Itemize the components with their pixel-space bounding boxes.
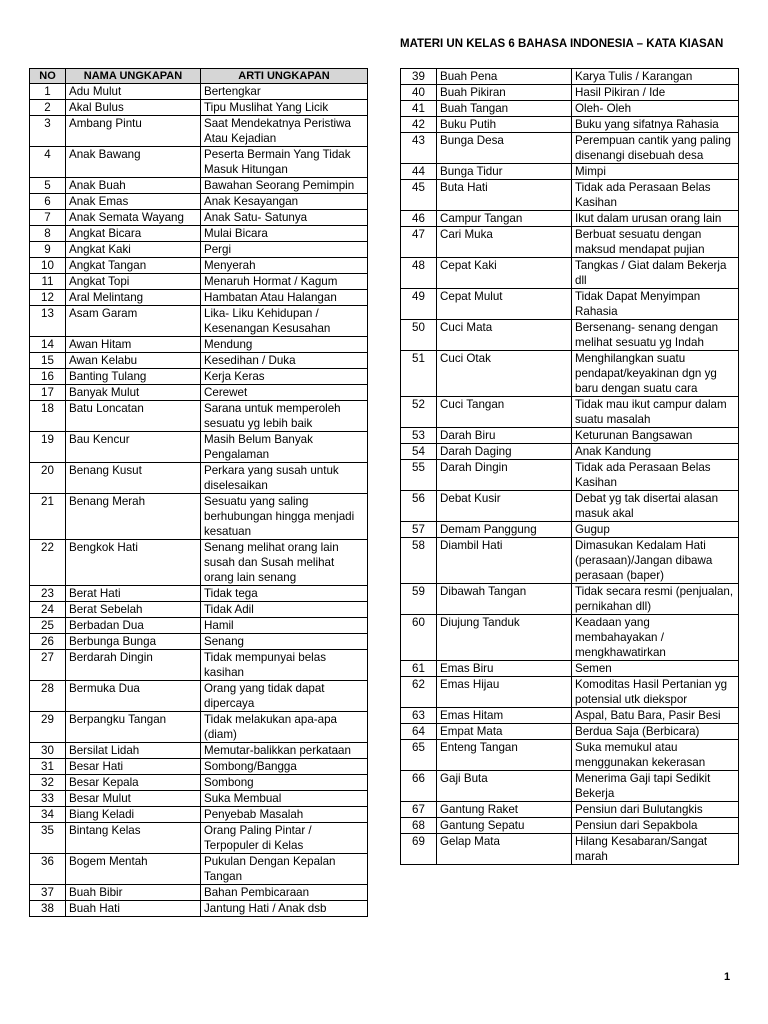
cell-no: 52 <box>401 397 437 428</box>
cell-no: 5 <box>30 178 66 194</box>
cell-arti-ungkapan: Lika- Liku Kehidupan / Kesenangan Kesusahan <box>201 306 368 337</box>
cell-arti-ungkapan: Hilang Kesabaran/Sangat marah <box>572 834 739 865</box>
cell-arti-ungkapan: Penyebab Masalah <box>201 807 368 823</box>
table-row <box>401 85 739 101</box>
cell-nama-ungkapan: Dibawah Tangan <box>437 584 572 615</box>
cell-no: 18 <box>30 401 66 432</box>
cell-nama-ungkapan: Berbunga Bunga <box>66 634 201 650</box>
cell-no: 47 <box>401 227 437 258</box>
table-row <box>401 724 739 740</box>
cell-arti-ungkapan: Pukulan Dengan Kepalan Tangan <box>201 854 368 885</box>
cell-arti-ungkapan: Tidak ada Perasaan Belas Kasihan <box>572 180 739 211</box>
cell-no: 55 <box>401 460 437 491</box>
cell-nama-ungkapan: Bau Kencur <box>66 432 201 463</box>
table-row <box>30 147 368 178</box>
cell-nama-ungkapan: Angkat Topi <box>66 274 201 290</box>
cell-arti-ungkapan: Peserta Bermain Yang Tidak Masuk Hitungan <box>201 147 368 178</box>
cell-arti-ungkapan: Orang Paling Pintar / Terpopuler di Kelas <box>201 823 368 854</box>
cell-no: 23 <box>30 586 66 602</box>
cell-arti-ungkapan: Oleh- Oleh <box>572 101 739 117</box>
table-row <box>30 337 368 353</box>
page-title: MATERI UN KELAS 6 BAHASA INDONESIA – KATA KIASAN <box>400 38 724 50</box>
cell-nama-ungkapan: Anak Buah <box>66 178 201 194</box>
cell-no: 20 <box>30 463 66 494</box>
cell-nama-ungkapan: Angkat Kaki <box>66 242 201 258</box>
cell-no: 48 <box>401 258 437 289</box>
cell-arti-ungkapan: Tidak secara resmi (penjualan, pernikahan dll) <box>572 584 739 615</box>
cell-nama-ungkapan: Bogem Mentah <box>66 854 201 885</box>
cell-nama-ungkapan: Anak Semata Wayang <box>66 210 201 226</box>
cell-no: 13 <box>30 306 66 337</box>
cell-no: 41 <box>401 101 437 117</box>
cell-no: 27 <box>30 650 66 681</box>
cell-no: 40 <box>401 85 437 101</box>
cell-no: 44 <box>401 164 437 180</box>
cell-nama-ungkapan: Gaji Buta <box>437 771 572 802</box>
idiom-table-left <box>29 68 368 917</box>
table-row <box>401 428 739 444</box>
cell-nama-ungkapan: Asam Garam <box>66 306 201 337</box>
cell-arti-ungkapan: Pensiun dari Bulutangkis <box>572 802 739 818</box>
cell-no: 1 <box>30 84 66 100</box>
cell-no: 63 <box>401 708 437 724</box>
table-row <box>401 320 739 351</box>
cell-nama-ungkapan: Besar Kepala <box>66 775 201 791</box>
cell-no: 59 <box>401 584 437 615</box>
cell-arti-ungkapan: Saat Mendekatnya Peristiwa Atau Kejadian <box>201 116 368 147</box>
cell-no: 53 <box>401 428 437 444</box>
table-row <box>401 584 739 615</box>
cell-arti-ungkapan: Tangkas / Giat dalam Bekerja dll <box>572 258 739 289</box>
cell-no: 69 <box>401 834 437 865</box>
table-row <box>401 740 739 771</box>
table-row <box>30 634 368 650</box>
cell-nama-ungkapan: Buah Hati <box>66 901 201 917</box>
cell-arti-ungkapan: Kesedihan / Duka <box>201 353 368 369</box>
table-row <box>30 618 368 634</box>
cell-no: 2 <box>30 100 66 116</box>
table-row <box>401 802 739 818</box>
table-row <box>30 258 368 274</box>
cell-arti-ungkapan: Jantung Hati / Anak dsb <box>201 901 368 917</box>
cell-nama-ungkapan: Cuci Otak <box>437 351 572 397</box>
header-arti-ungkapan: ARTI UNGKAPAN <box>201 69 368 84</box>
cell-arti-ungkapan: Senang <box>201 634 368 650</box>
cell-nama-ungkapan: Debat Kusir <box>437 491 572 522</box>
table-row <box>30 823 368 854</box>
cell-no: 15 <box>30 353 66 369</box>
table-row <box>30 586 368 602</box>
table-row <box>401 258 739 289</box>
cell-nama-ungkapan: Buah Bibir <box>66 885 201 901</box>
table-row <box>30 84 368 100</box>
cell-arti-ungkapan: Bersenang- senang dengan melihat sesuatu yg Indah <box>572 320 739 351</box>
table-row <box>401 615 739 661</box>
cell-arti-ungkapan: Mimpi <box>572 164 739 180</box>
cell-nama-ungkapan: Enteng Tangan <box>437 740 572 771</box>
cell-no: 50 <box>401 320 437 351</box>
cell-nama-ungkapan: Banyak Mulut <box>66 385 201 401</box>
cell-no: 57 <box>401 522 437 538</box>
cell-arti-ungkapan: Bawahan Seorang Pemimpin <box>201 178 368 194</box>
cell-no: 43 <box>401 133 437 164</box>
cell-no: 28 <box>30 681 66 712</box>
cell-arti-ungkapan: Bertengkar <box>201 84 368 100</box>
cell-no: 56 <box>401 491 437 522</box>
cell-no: 36 <box>30 854 66 885</box>
cell-no: 4 <box>30 147 66 178</box>
cell-arti-ungkapan: Karya Tulis / Karangan <box>572 69 739 85</box>
cell-no: 51 <box>401 351 437 397</box>
cell-no: 67 <box>401 802 437 818</box>
table-row <box>30 100 368 116</box>
table-body-right <box>401 69 739 865</box>
table-row <box>401 101 739 117</box>
table-row <box>401 677 739 708</box>
table-row <box>30 385 368 401</box>
cell-arti-ungkapan: Tidak Adil <box>201 602 368 618</box>
cell-arti-ungkapan: Anak Kesayangan <box>201 194 368 210</box>
cell-nama-ungkapan: Bunga Tidur <box>437 164 572 180</box>
cell-no: 6 <box>30 194 66 210</box>
table-row <box>30 242 368 258</box>
table-row <box>30 306 368 337</box>
table-row <box>401 351 739 397</box>
table-row <box>401 397 739 428</box>
table-row <box>30 210 368 226</box>
cell-arti-ungkapan: Sarana untuk memperoleh sesuatu yg lebih baik <box>201 401 368 432</box>
table-row <box>30 775 368 791</box>
cell-arti-ungkapan: Tidak ada Perasaan Belas Kasihan <box>572 460 739 491</box>
cell-arti-ungkapan: Keturunan Bangsawan <box>572 428 739 444</box>
cell-no: 12 <box>30 290 66 306</box>
cell-arti-ungkapan: Tidak mempunyai belas kasihan <box>201 650 368 681</box>
cell-nama-ungkapan: Besar Hati <box>66 759 201 775</box>
table-row <box>401 538 739 584</box>
table-row <box>30 791 368 807</box>
cell-nama-ungkapan: Buah Pikiran <box>437 85 572 101</box>
cell-arti-ungkapan: Bahan Pembicaraan <box>201 885 368 901</box>
cell-arti-ungkapan: Sombong/Bangga <box>201 759 368 775</box>
table-row <box>401 227 739 258</box>
cell-arti-ungkapan: Orang yang tidak dapat dipercaya <box>201 681 368 712</box>
cell-nama-ungkapan: Buku Putih <box>437 117 572 133</box>
table-row <box>30 650 368 681</box>
cell-nama-ungkapan: Angkat Bicara <box>66 226 201 242</box>
cell-no: 61 <box>401 661 437 677</box>
cell-nama-ungkapan: Gantung Sepatu <box>437 818 572 834</box>
table-row <box>30 353 368 369</box>
cell-no: 45 <box>401 180 437 211</box>
cell-arti-ungkapan: Perempuan cantik yang paling disenangi disebuah desa <box>572 133 739 164</box>
cell-arti-ungkapan: Suka memukul atau menggunakan kekerasan <box>572 740 739 771</box>
cell-nama-ungkapan: Berat Hati <box>66 586 201 602</box>
cell-no: 35 <box>30 823 66 854</box>
cell-nama-ungkapan: Cari Muka <box>437 227 572 258</box>
cell-nama-ungkapan: Benang Merah <box>66 494 201 540</box>
cell-no: 31 <box>30 759 66 775</box>
cell-arti-ungkapan: Anak Kandung <box>572 444 739 460</box>
cell-no: 19 <box>30 432 66 463</box>
table-row <box>401 522 739 538</box>
cell-no: 64 <box>401 724 437 740</box>
cell-nama-ungkapan: Biang Keladi <box>66 807 201 823</box>
table-row <box>401 818 739 834</box>
cell-nama-ungkapan: Buta Hati <box>437 180 572 211</box>
cell-arti-ungkapan: Suka Membual <box>201 791 368 807</box>
cell-no: 46 <box>401 211 437 227</box>
cell-nama-ungkapan: Diujung Tanduk <box>437 615 572 661</box>
cell-arti-ungkapan: Debat yg tak disertai alasan masuk akal <box>572 491 739 522</box>
cell-nama-ungkapan: Darah Daging <box>437 444 572 460</box>
cell-no: 7 <box>30 210 66 226</box>
table-row <box>401 444 739 460</box>
cell-arti-ungkapan: Senang melihat orang lain susah dan Susah melihat orang lain senang <box>201 540 368 586</box>
cell-nama-ungkapan: Awan Hitam <box>66 337 201 353</box>
cell-no: 25 <box>30 618 66 634</box>
cell-nama-ungkapan: Empat Mata <box>437 724 572 740</box>
table-row <box>30 194 368 210</box>
cell-no: 37 <box>30 885 66 901</box>
cell-arti-ungkapan: Pensiun dari Sepakbola <box>572 818 739 834</box>
cell-arti-ungkapan: Menerima Gaji tapi Sedikit Bekerja <box>572 771 739 802</box>
cell-arti-ungkapan: Keadaan yang membahayakan / mengkhawatirkan <box>572 615 739 661</box>
table-row <box>401 180 739 211</box>
cell-nama-ungkapan: Gelap Mata <box>437 834 572 865</box>
cell-no: 42 <box>401 117 437 133</box>
cell-nama-ungkapan: Demam Panggung <box>437 522 572 538</box>
cell-arti-ungkapan: Menghilangkan suatu pendapat/keyakinan dgn yg baru dengan suatu cara <box>572 351 739 397</box>
table-row <box>30 807 368 823</box>
cell-nama-ungkapan: Banting Tulang <box>66 369 201 385</box>
cell-arti-ungkapan: Dimasukan Kedalam Hati (perasaan)/Jangan dibawa perasaan (baper) <box>572 538 739 584</box>
cell-no: 10 <box>30 258 66 274</box>
cell-arti-ungkapan: Tidak tega <box>201 586 368 602</box>
table-row <box>30 116 368 147</box>
page-number: 1 <box>724 971 731 983</box>
cell-arti-ungkapan: Tidak Dapat Menyimpan Rahasia <box>572 289 739 320</box>
cell-no: 62 <box>401 677 437 708</box>
cell-no: 8 <box>30 226 66 242</box>
cell-arti-ungkapan: Komoditas Hasil Pertanian yg potensial utk diekspor <box>572 677 739 708</box>
cell-no: 9 <box>30 242 66 258</box>
cell-arti-ungkapan: Berbuat sesuatu dengan maksud mendapat pujian <box>572 227 739 258</box>
cell-arti-ungkapan: Tidak melakukan apa-apa (diam) <box>201 712 368 743</box>
cell-nama-ungkapan: Benang Kusut <box>66 463 201 494</box>
cell-no: 11 <box>30 274 66 290</box>
cell-no: 24 <box>30 602 66 618</box>
cell-arti-ungkapan: Kerja Keras <box>201 369 368 385</box>
cell-nama-ungkapan: Buah Pena <box>437 69 572 85</box>
cell-nama-ungkapan: Aral Melintang <box>66 290 201 306</box>
cell-nama-ungkapan: Darah Biru <box>437 428 572 444</box>
table-row <box>401 117 739 133</box>
cell-no: 54 <box>401 444 437 460</box>
cell-arti-ungkapan: Semen <box>572 661 739 677</box>
cell-arti-ungkapan: Hamil <box>201 618 368 634</box>
header-nama-ungkapan: NAMA UNGKAPAN <box>66 69 201 84</box>
table-row <box>30 401 368 432</box>
table-row <box>401 771 739 802</box>
cell-nama-ungkapan: Akal Bulus <box>66 100 201 116</box>
cell-nama-ungkapan: Cepat Mulut <box>437 289 572 320</box>
idiom-table-right <box>400 68 739 865</box>
cell-no: 21 <box>30 494 66 540</box>
cell-nama-ungkapan: Angkat Tangan <box>66 258 201 274</box>
table-row <box>401 289 739 320</box>
cell-arti-ungkapan: Ikut dalam urusan orang lain <box>572 211 739 227</box>
cell-arti-ungkapan: Berdua Saja (Berbicara) <box>572 724 739 740</box>
table-row <box>401 708 739 724</box>
cell-arti-ungkapan: Menyerah <box>201 258 368 274</box>
cell-nama-ungkapan: Berdarah Dingin <box>66 650 201 681</box>
cell-no: 68 <box>401 818 437 834</box>
cell-nama-ungkapan: Buah Tangan <box>437 101 572 117</box>
cell-arti-ungkapan: Sesuatu yang saling berhubungan hingga menjadi kesatuan <box>201 494 368 540</box>
table-row <box>401 661 739 677</box>
cell-nama-ungkapan: Besar Mulut <box>66 791 201 807</box>
cell-arti-ungkapan: Perkara yang susah untuk diselesaikan <box>201 463 368 494</box>
cell-nama-ungkapan: Campur Tangan <box>437 211 572 227</box>
table-row <box>30 854 368 885</box>
table-row <box>401 834 739 865</box>
cell-no: 16 <box>30 369 66 385</box>
cell-nama-ungkapan: Batu Loncatan <box>66 401 201 432</box>
cell-nama-ungkapan: Bintang Kelas <box>66 823 201 854</box>
cell-no: 38 <box>30 901 66 917</box>
table-row <box>30 432 368 463</box>
cell-nama-ungkapan: Gantung Raket <box>437 802 572 818</box>
cell-no: 22 <box>30 540 66 586</box>
cell-no: 58 <box>401 538 437 584</box>
table-row <box>30 759 368 775</box>
cell-arti-ungkapan: Mulai Bicara <box>201 226 368 242</box>
cell-arti-ungkapan: Memutar-balikkan perkataan <box>201 743 368 759</box>
cell-arti-ungkapan: Hasil Pikiran / Ide <box>572 85 739 101</box>
table-row <box>30 712 368 743</box>
table-row <box>30 901 368 917</box>
cell-arti-ungkapan: Tipu Muslihat Yang Licik <box>201 100 368 116</box>
cell-no: 3 <box>30 116 66 147</box>
table-header-row <box>30 69 368 84</box>
cell-no: 32 <box>30 775 66 791</box>
cell-arti-ungkapan: Aspal, Batu Bara, Pasir Besi <box>572 708 739 724</box>
cell-arti-ungkapan: Sombong <box>201 775 368 791</box>
cell-nama-ungkapan: Bersilat Lidah <box>66 743 201 759</box>
cell-no: 49 <box>401 289 437 320</box>
cell-no: 14 <box>30 337 66 353</box>
header-no: NO <box>30 69 66 84</box>
cell-arti-ungkapan: Menaruh Hormat / Kagum <box>201 274 368 290</box>
cell-nama-ungkapan: Emas Biru <box>437 661 572 677</box>
table-row <box>30 274 368 290</box>
cell-nama-ungkapan: Bunga Desa <box>437 133 572 164</box>
cell-arti-ungkapan: Pergi <box>201 242 368 258</box>
cell-nama-ungkapan: Awan Kelabu <box>66 353 201 369</box>
cell-nama-ungkapan: Emas Hijau <box>437 677 572 708</box>
cell-arti-ungkapan: Buku yang sifatnya Rahasia <box>572 117 739 133</box>
table-row <box>30 602 368 618</box>
cell-nama-ungkapan: Anak Bawang <box>66 147 201 178</box>
table-row <box>30 743 368 759</box>
cell-no: 60 <box>401 615 437 661</box>
table-row <box>401 69 739 85</box>
table-row <box>30 540 368 586</box>
table-row <box>30 463 368 494</box>
cell-nama-ungkapan: Diambil Hati <box>437 538 572 584</box>
cell-nama-ungkapan: Cuci Tangan <box>437 397 572 428</box>
cell-nama-ungkapan: Berbadan Dua <box>66 618 201 634</box>
table-row <box>401 164 739 180</box>
cell-arti-ungkapan: Gugup <box>572 522 739 538</box>
table-row <box>30 178 368 194</box>
table-row <box>401 460 739 491</box>
cell-no: 17 <box>30 385 66 401</box>
table-row <box>30 369 368 385</box>
cell-nama-ungkapan: Bengkok Hati <box>66 540 201 586</box>
cell-arti-ungkapan: Tidak mau ikut campur dalam suatu masalah <box>572 397 739 428</box>
table-row <box>30 226 368 242</box>
cell-nama-ungkapan: Cuci Mata <box>437 320 572 351</box>
table-row <box>401 491 739 522</box>
table-row <box>30 681 368 712</box>
table-row <box>401 133 739 164</box>
table-row <box>30 290 368 306</box>
cell-arti-ungkapan: Hambatan Atau Halangan <box>201 290 368 306</box>
cell-nama-ungkapan: Berpangku Tangan <box>66 712 201 743</box>
cell-nama-ungkapan: Darah Dingin <box>437 460 572 491</box>
cell-nama-ungkapan: Berat Sebelah <box>66 602 201 618</box>
cell-nama-ungkapan: Anak Emas <box>66 194 201 210</box>
cell-no: 33 <box>30 791 66 807</box>
cell-nama-ungkapan: Cepat Kaki <box>437 258 572 289</box>
cell-no: 26 <box>30 634 66 650</box>
cell-arti-ungkapan: Masih Belum Banyak Pengalaman <box>201 432 368 463</box>
cell-no: 34 <box>30 807 66 823</box>
cell-arti-ungkapan: Cerewet <box>201 385 368 401</box>
cell-nama-ungkapan: Adu Mulut <box>66 84 201 100</box>
cell-nama-ungkapan: Bermuka Dua <box>66 681 201 712</box>
table-body-left <box>30 84 368 917</box>
cell-nama-ungkapan: Ambang Pintu <box>66 116 201 147</box>
table-row <box>30 885 368 901</box>
cell-no: 66 <box>401 771 437 802</box>
table-row <box>30 494 368 540</box>
cell-no: 29 <box>30 712 66 743</box>
cell-arti-ungkapan: Anak Satu- Satunya <box>201 210 368 226</box>
cell-no: 30 <box>30 743 66 759</box>
cell-no: 65 <box>401 740 437 771</box>
cell-no: 39 <box>401 69 437 85</box>
cell-nama-ungkapan: Emas Hitam <box>437 708 572 724</box>
cell-arti-ungkapan: Mendung <box>201 337 368 353</box>
table-row <box>401 211 739 227</box>
